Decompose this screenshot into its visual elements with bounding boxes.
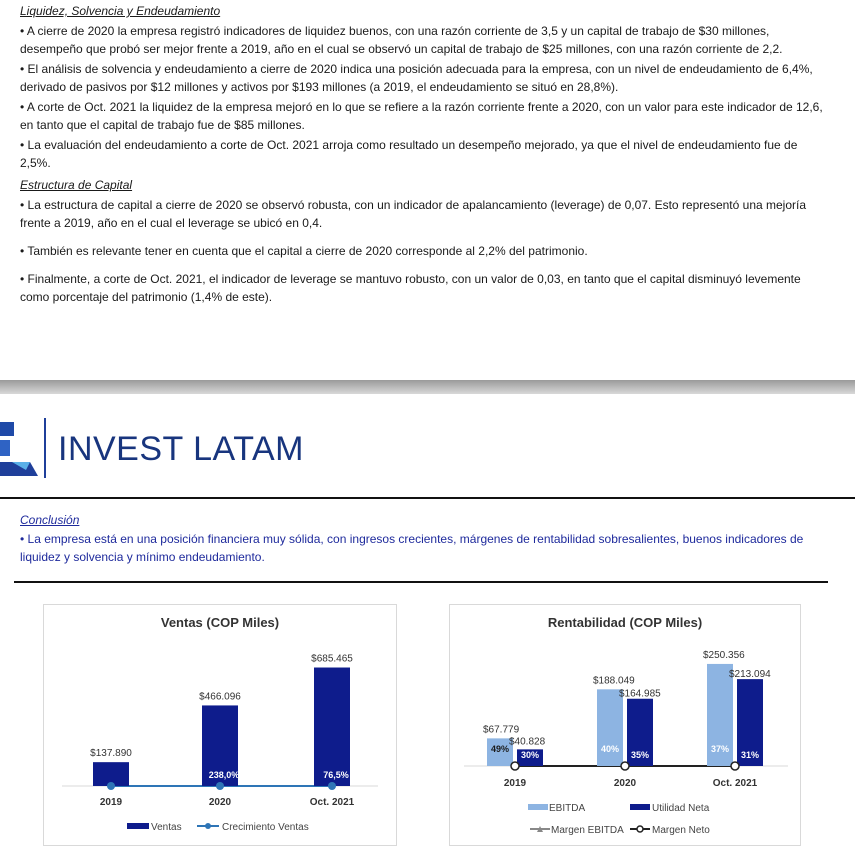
x-tick-label: 2020	[613, 778, 637, 789]
margin-marker	[731, 762, 739, 770]
sales-bar	[314, 668, 350, 786]
conclusion-rule	[14, 581, 828, 583]
capital-paragraph: • También es relevante tener en cuenta que el capital a cierre de 2020 corresponde al 2,2% del patrimonio.	[20, 244, 588, 258]
profitability-chart-title: Rentabilidad (COP Miles)	[547, 615, 703, 630]
logo-divider	[44, 418, 46, 478]
capital-paragraph: • La estructura de capital a cierre de 2020 se observó robusta, con un indicador de apalancamiento (leverage) de 0,07. Esto representó una mejoría frente a 2019, año en el cual el leverage se ubicó en 0,4.	[20, 198, 807, 230]
capital-paragraph: • Finalmente, a corte de Oct. 2021, el indicador de leverage se mantuvo robusto, con un valor de 0,03, en tanto que el capital disminuyó levemente como porcentaje del patrimonio (1,4% de este).	[20, 272, 801, 304]
conclusion-heading: Conclusión	[20, 513, 80, 527]
legend-growth-label: Crecimiento Ventas	[222, 822, 309, 833]
legend-ebitda-swatch	[528, 804, 548, 810]
net-margin-label: 30%	[520, 750, 540, 760]
page-break-band	[0, 380, 855, 394]
net-income-value-label: $164.985	[619, 688, 661, 700]
profitability-chart	[449, 604, 801, 846]
profitability-chart-svg	[450, 605, 800, 845]
legend-ventas-label: Ventas	[151, 822, 182, 833]
invest-latam-logo-icon	[0, 418, 40, 478]
growth-marker	[328, 782, 336, 790]
sales-chart-svg	[44, 605, 396, 845]
x-tick-label: 2019	[99, 797, 123, 808]
x-tick-label: 2020	[208, 797, 232, 808]
capital-heading: Estructura de Capital	[20, 178, 133, 192]
margin-marker	[621, 762, 629, 770]
liquidity-paragraph: • A cierre de 2020 la empresa registró indicadores de liquidez buenos, con una razón corriente de 3,5 y un capital de trabajo de $30 millones, desempeño que probó ser mejor frente a 2019, año en el cual se observó un capital de trabajo de $25 millones, con una razón corriente de 2,2.	[20, 24, 783, 56]
sales-value-label: $137.890	[90, 748, 132, 760]
ebitda-bar	[597, 689, 623, 766]
ebitda-margin-label: 49%	[490, 744, 510, 754]
net-margin-label: 35%	[630, 750, 650, 760]
conclusion-text: • La empresa está en una posición financiera muy sólida, con ingresos crecientes, márgenes de rentabilidad sobresalientes, buenos indicadores de liquidez y solvencia y mínimo endeudamiento.	[20, 532, 804, 564]
legend-net-income-label: Utilidad Neta	[652, 803, 710, 814]
legend-net-margin-marker	[637, 826, 643, 832]
liquidity-paragraph: • A corte de Oct. 2021 la liquidez de la empresa mejoró en lo que se refiere a la razón corriente frente a 2020, con un valor para este indicador de 12,6, en tanto que el capital de trabajo fue de $85 millones.	[20, 100, 823, 132]
liquidity-section	[20, 4, 830, 172]
legend-ebitda-label: EBITDA	[549, 803, 586, 814]
net-income-value-label: $40.828	[509, 736, 546, 748]
ebitda-value-label: $188.049	[593, 675, 635, 687]
x-tick-label: Oct. 2021	[309, 797, 355, 808]
sales-value-label: $466.096	[199, 691, 241, 703]
net-margin-label: 31%	[740, 750, 760, 760]
x-tick-label: Oct. 2021	[712, 778, 758, 789]
growth-marker	[107, 782, 115, 790]
legend-net-income-swatch	[630, 804, 650, 810]
capital-section	[20, 178, 830, 306]
liquidity-paragraph: • La evaluación del endeudamiento a corte de Oct. 2021 arroja como resultado un desempeño mejorado, ya que el nivel de endeudamiento fue de 2,5%.	[20, 138, 798, 170]
ebitda-value-label: $250.356	[703, 649, 745, 661]
liquidity-heading: Liquidez, Solvencia y Endeudamiento	[20, 4, 221, 18]
brand-name: INVEST LATAM	[58, 430, 304, 468]
legend-net-margin-label: Margen Neto	[652, 825, 710, 836]
sales-chart-title: Ventas (COP Miles)	[160, 615, 280, 630]
sales-value-label: $685.465	[311, 653, 353, 665]
growth-value-label: 238,0%	[208, 770, 240, 780]
sales-chart	[43, 604, 397, 846]
legend-ventas-swatch	[127, 823, 149, 829]
conclusion-section	[20, 513, 830, 566]
liquidity-paragraph: • El análisis de solvencia y endeudamiento a cierre de 2020 indica una posición adecuada para la empresa, con un nivel de endeudamiento de 6,4%, derivado de pasivos por $12 millones y activos por $193 millones (a 2019, el endeudamiento se situó en 28,8%).	[20, 62, 813, 94]
ebitda-value-label: $67.779	[483, 724, 520, 736]
growth-value-label: 76,5%	[323, 770, 349, 780]
ebitda-margin-label: 37%	[710, 744, 730, 754]
ebitda-margin-label: 40%	[600, 744, 620, 754]
legend-ebitda-margin-label: Margen EBITDA	[551, 825, 624, 836]
growth-marker	[216, 782, 224, 790]
net-income-value-label: $213.094	[729, 669, 771, 681]
x-tick-label: 2019	[503, 778, 527, 789]
margin-marker	[511, 762, 519, 770]
header-rule	[0, 497, 855, 499]
legend-growth-marker	[205, 823, 211, 829]
